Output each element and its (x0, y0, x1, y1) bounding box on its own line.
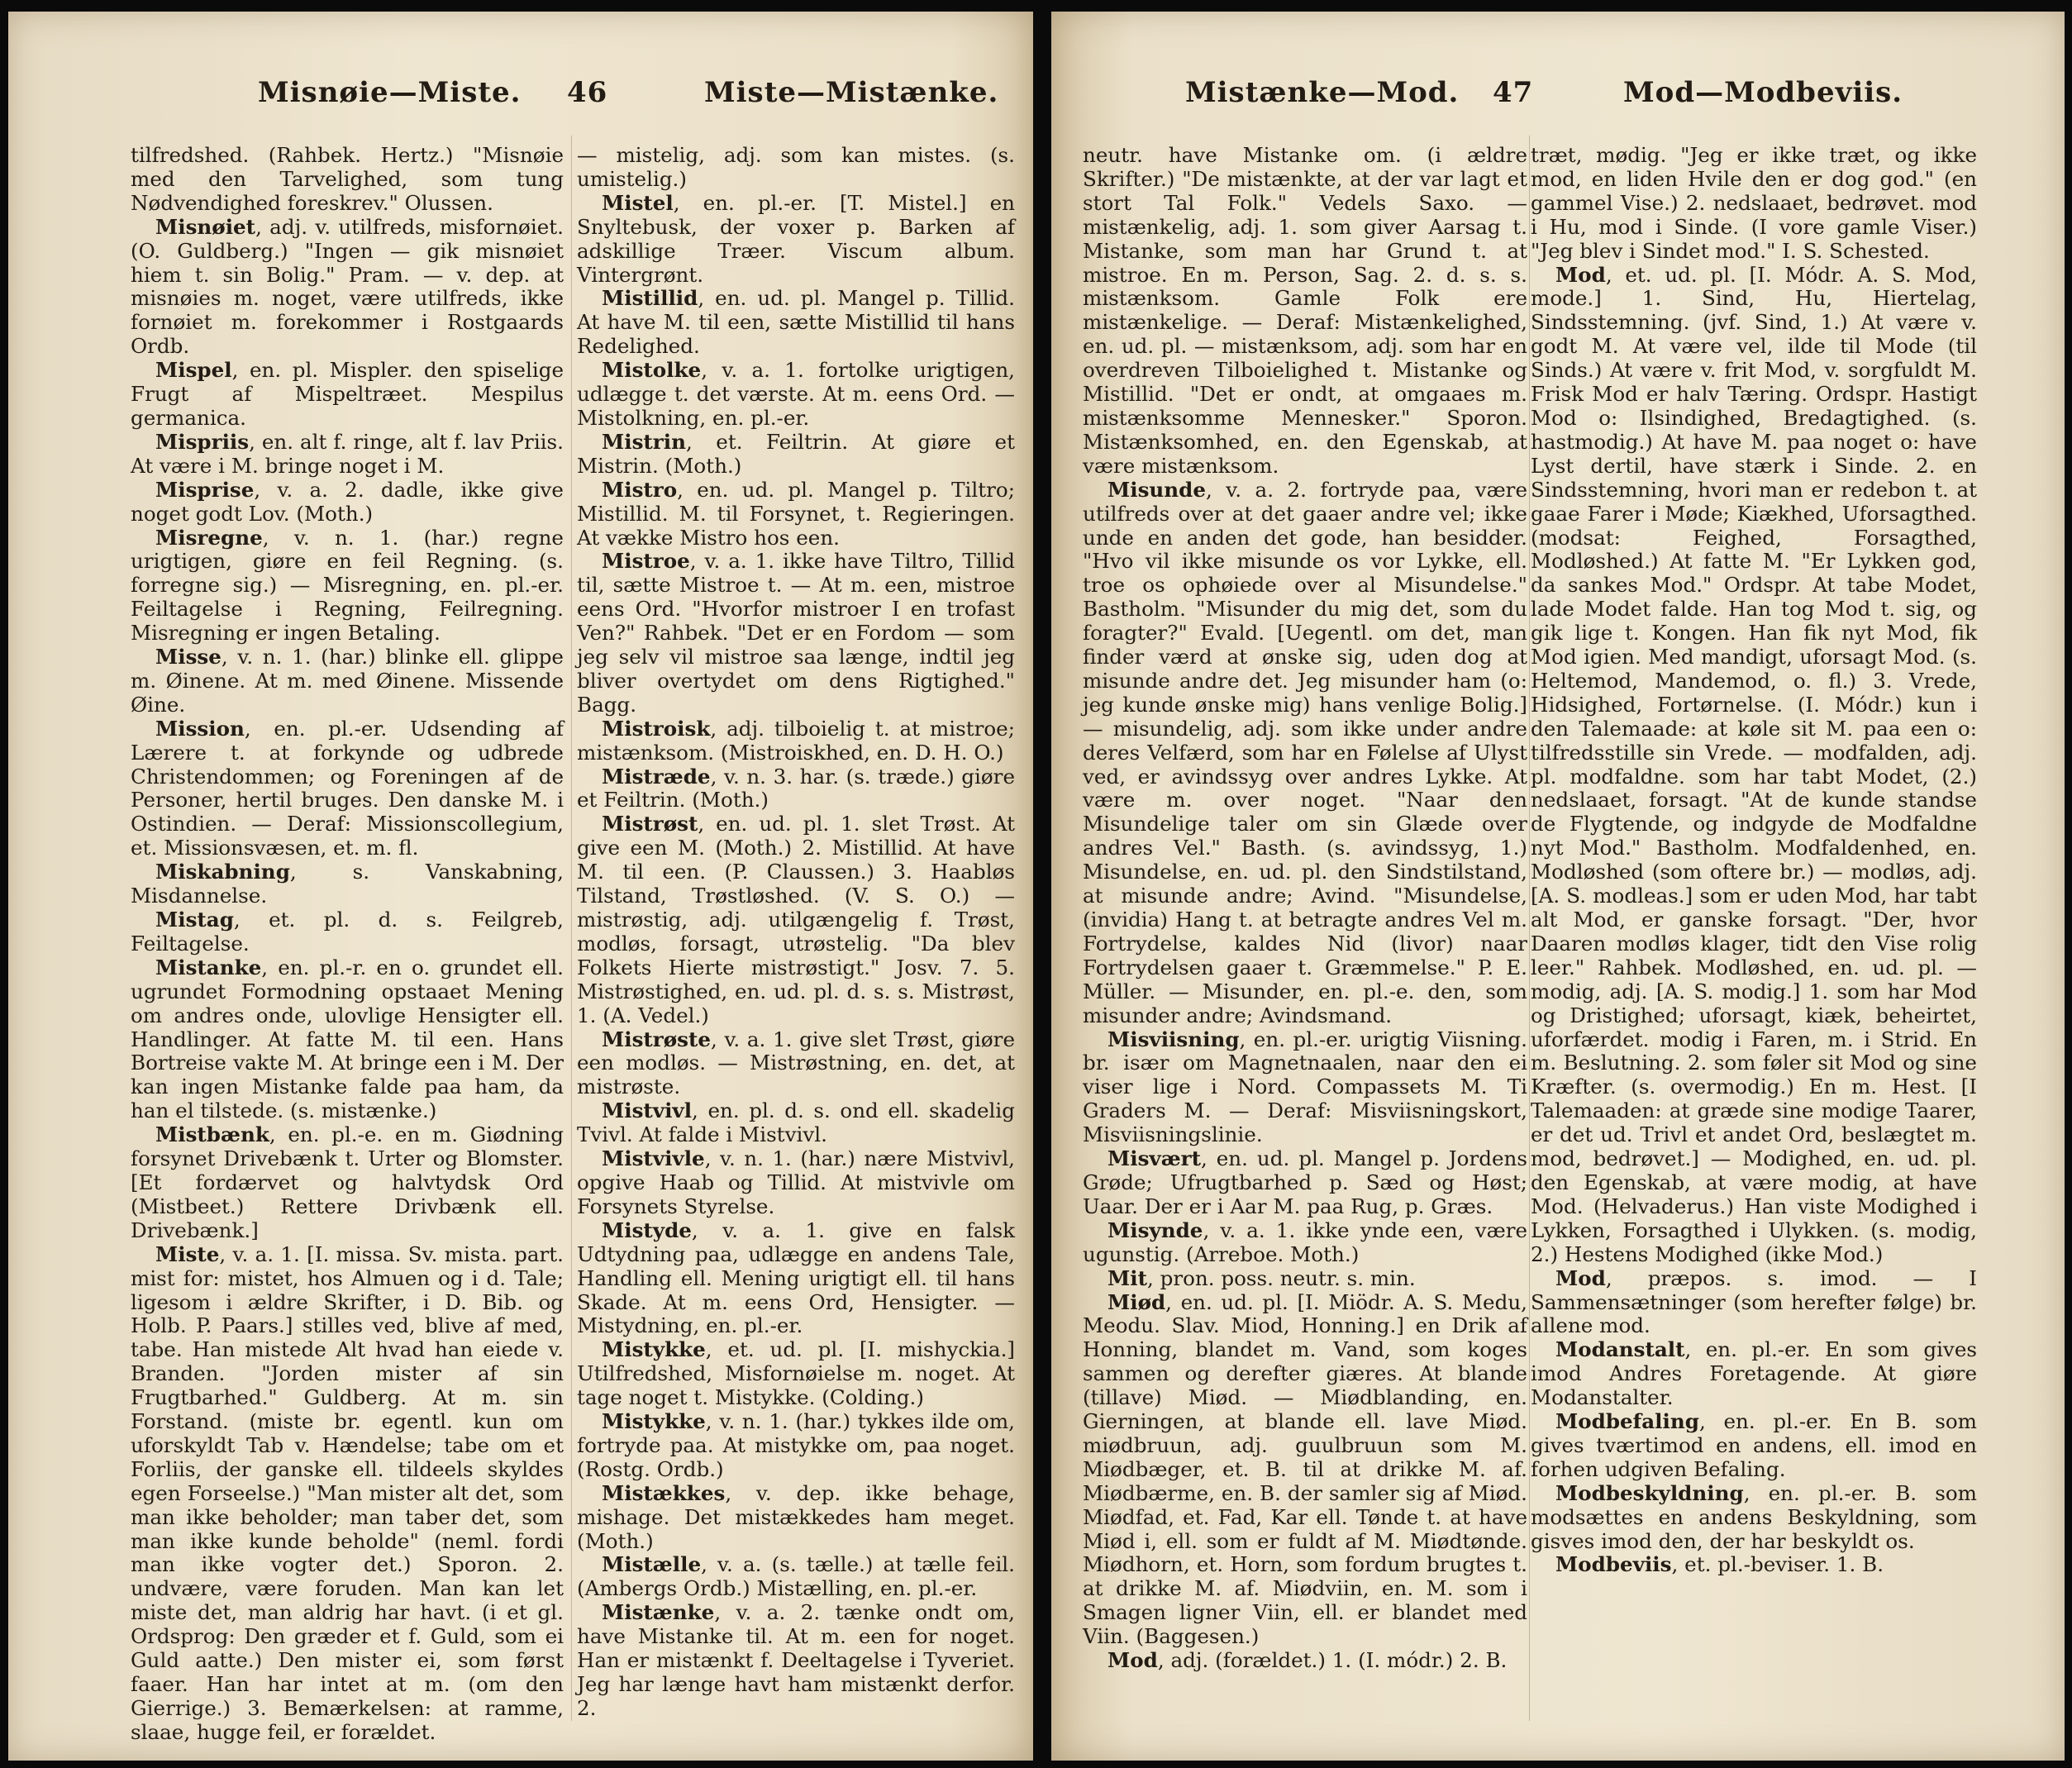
dictionary-entry: Mistag, et. pl. d. s. Feilgreb, Feiltagelse. (131, 908, 564, 955)
dictionary-entry: Mod, præpos. s. imod. — I Sammensætninger (som herefter følge) br. allene mod. (1531, 1265, 1977, 1338)
dictionary-entry: Misvært, en. ud. pl. Mangel p. Jordens Grøde; Ufrugtbarhed p. Sæd og Høst; Uaar. Der er i Aar M. paa Rug, p. Græs. (1083, 1146, 1527, 1218)
dictionary-entry: — mistelig, adj. som kan mistes. (s. umistelig.) (577, 143, 1015, 191)
dictionary-entry: Mistro, en. ud. pl. Mangel p. Tiltro; Mistillid. M. til Forsynet, t. Regieringen. At vække Mistro hos een. (577, 477, 1015, 550)
dictionary-entry: Miød, en. ud. pl. [I. Miödr. A. S. Medu, Meodu. Slav. Miod, Honning.] en Drik af Honning, blandet m. Vand, som koges sammen og derefter giæres. At blande (tillave) Miød. — Miødblanding, en. Gierningen, at blande ell. lave Miød. miødbruun, adj. guulbruun som M. Miødbæger, et. B. til at drikke M. af. Miødbærme, en. B. der samler sig af Miød. Miødfad, et. Fad, Kar ell. Tønde t. at have Miød i, ell. som er fuldt af M. Miødtønde. Miødhorn, et. Horn, som fordum brugtes t. at drikke M. af. Miødviin, en. M. som i Smagen ligner Viin, ell. er blandet med Viin. (Baggesen.) (1083, 1289, 1527, 1649)
dictionary-entry: Mistænke, v. a. 2. tænke ondt om, have Mistanke til. At m. een for noget. Han er mistænkt f. Deeltagelse i Tyveriet. Jeg har længe havt ham mistænkt derfor. 2. (577, 1600, 1015, 1720)
dictionary-entry: Mistækkes, v. dep. ikke behage, mishage. Det mistækkedes ham meget. (Moth.) (577, 1480, 1015, 1553)
column (577, 144, 1015, 1727)
dictionary-entry: Mod, adj. (forældet.) 1. (I. módr.) 2. B. (1107, 1648, 1508, 1673)
left-page (8, 12, 1033, 1761)
dictionary-entry: Misynde, v. a. 1. ikke ynde een, være ugunstig. (Arreboe. Moth.) (1083, 1218, 1527, 1266)
dictionary-entry: Mistanke, en. pl.-r. en o. grundet ell. ugrundet Formodning opstaaet Mening om andres onde, ulovlige Hensigter ell. Handlinger. At fatte M. til een. Hans Bortreise vakte M. At bringe een i M. Der kan ingen Mistanke falde paa ham, da han el tilstede. (s. mistænke.) (131, 955, 564, 1123)
dictionary-entry: Mit, pron. poss. neutr. s. min. (1107, 1265, 1416, 1290)
column (1531, 144, 1977, 1727)
column-rule (571, 136, 572, 1721)
dictionary-entry: Mispriis, en. alt f. ringe, alt f. lav Priis. At være i M. bringe noget i M. (131, 429, 564, 478)
dictionary-entry: Mistroe, v. a. 1. ikke have Tiltro, Tillid til, sætte Mistroe t. — At m. een, mistroe eens Ord. "Hvorfor mistroer I en trofast Ven?" Rahbek. "Det er en Fordom — som jeg selv vil mistroe saa længe, indtil jeg bliver overtydet om dens Rigtighed." Bagg. (577, 549, 1015, 717)
page-header (1051, 76, 2065, 126)
dictionary-entry: træt, mødig. "Jeg er ikke træt, og ikke mod, en liden Hvile den er dog god." (en gammel Vise.) 2. nedslaaet, bedrøvet. mod i Hu, mod i Sinde. (I vore gamle Viser.) "Jeg blev i Sindet mod." I. S. Schested. (1531, 143, 1977, 263)
right-page (1051, 12, 2065, 1761)
dictionary-entry: Misunde, v. a. 2. fortryde paa, være utilfreds over at det gaaer andre vel; ikke unde en anden det gode, han besidder. "Hvo vil ikke misunde os vor Lykke, ell. troe os ophøiede over al Misundelse." Bastholm. "Misunder du mig det, som du foragter?" Evald. [Uegentl. om det, man finder værd at ønske sig, uden dog at misunde andre det. Jeg misunder ham (o: jeg kunde ønske mig) hans venlige Bolig.] — misundelig, adj. som ikke under andre deres Velfærd, som har en Følelse af Ulyst ved, er avindssyg over andres Lykke. At være m. over noget. "Naar den Misundelige taler om sin Glæde over andres Vel." Basth. (s. avindssyg, 1.) Misundelse, en. ud. pl. den Sindstilstand, at misunde andre; Avind. "Misundelse, (invidia) Hang t. at betragte andres Vel m. Fortrydelse, kaldes Nid (livor) naar Fortrydelsen gaaer t. Græmmelse." P. E. Müller. — Misunder, en. pl.-e. den, som misunder andre; Avindsmand. (1083, 477, 1527, 1027)
dictionary-entry: Mistvivle, v. n. 1. (har.) nære Mistvivl, opgive Haab og Tillid. At mistvivle om Forsynets Styrelse. (577, 1146, 1015, 1218)
dictionary-entry: Mistykke, et. ud. pl. [I. mishyckia.] Utilfredshed, Misfornøielse m. noget. At tage noget t. Mistykke. (Colding.) (577, 1337, 1015, 1410)
dictionary-entry: Mod, et. ud. pl. [I. Módr. A. S. Mod, mode.] 1. Sind, Hu, Hiertelag, Sindsstemning. (jvf. Sind, 1.) At være v. godt M. At være vel, ilde til Mode (til Sinds.) At være v. frit Mod, v. sorgfuldt M. Frisk Mod er halv Tæring. Ordspr. Hastigt Mod o: Ilsindighed, Bredagtighed. (s. hastmodig.) At have M. paa noget o: have Lyst dertil, have stærk i Sinde. 2. en Sindsstemning, hvori man er redebon t. at gaae Farer i Møde; Kiækhed, Uforsagthed. (modsat: Feighed, Forsagthed, Modløshed.) At fatte M. "Er Lykken god, da sankes Mod." Ordspr. At tabe Modet, lade Modet falde. Han tog Mod t. sig, og gik lige t. Kongen. Han fik nyt Mod, fik Mod igien. Med mandigt, uforsagt Mod. (s. Heltemod, Mandemod, o. fl.) 3. Vrede, Hidsighed, Fortørnelse. (I. Módr.) kun i den Talemaade: at køle sit M. paa een o: tilfredsstille sin Vrede. — modfalden, adj. pl. modfaldne. som har tabt Modet, (2.) nedslaaet, forsagt. "At de kunde standse de Flygtende, og indgyde de Modfaldne nyt Mod." Bastholm. Modfaldenhed, en. Modløshed (som oftere br.) — modløs, adj. [A. S. modleas.] som er uden Mod, har tabt alt Mod, er ganske forsagt. "Der, hvor Daaren modløs klager, tidt den Vise rolig leer." Rahbek. Modløshed, en. ud. pl. — modig, adj. [A. S. modig.] 1. som har Mod og Dristighed; uforsagt, kiæk, beheirtet, uforfærdet. modig i Faren, m. i Strid. En m. Beslutning. 2. som føler sit Mod og sine Kræfter. (s. overmodig.) En m. Hest. [I Talemaaden: at græde sine modige Taarer, er det ud. Trivl et andet Ord, beslægtet m. mod, bedrøvet.] — Modighed, en. ud. pl. den Egenskab, at være modig, at have Mod. (Helvaderus.) Han viste Modighed i Lykken, Forsagthed i Ulykken. (s. modig, 2.) Hestens Modighed (ikke Mod.) (1531, 262, 1977, 1266)
dictionary-entry: Misregne, v. n. 1. (har.) regne urigtigen, giøre en feil Regning. (s. forregne sig.) — Misregning, en. pl.-er. Feiltagelse i Regning, Feilregning. Misregning er ingen Betaling. (131, 525, 564, 646)
running-head-left: Mistænke—Mod. (1185, 76, 1460, 109)
dictionary-entry: Modbeviis, et. pl.-beviser. 1. B. (1555, 1552, 1884, 1577)
dictionary-entry: Mistrin, et. Feiltrin. At giøre et Mistrin. (Moth.) (577, 429, 1015, 478)
dictionary-entry: Mistbænk, en. pl.-e. en m. Giødning forsynet Drivebænk t. Urter og Blomster. [Et fordærvet og halvtydsk Ord (Mistbeet.) Rettere Drivbænk ell. Drivebænk.] (131, 1122, 564, 1242)
dictionary-entry: Misviisning, en. pl.-er. urigtig Viisning. br. især om Magnetnaalen, naar den ei viser lige i Nord. Compassets M. Ti Graders M. — Deraf: Misviisningskort, Misviisningslinie. (1083, 1027, 1527, 1147)
dictionary-entry: Mistælle, v. a. (s. tælle.) at tælle feil. (Ambergs Ordb.) Mistælling, en. pl.-er. (577, 1552, 1015, 1601)
page-number: 46 (567, 76, 608, 109)
dictionary-entry: Mistyde, v. a. 1. give en falsk Udtydning paa, udlægge en andens Tale, Handling ell. Mening urigtigt ell. til hans Skade. At m. eens Ord, Hensigter. — Mistydning, en. pl.-er. (577, 1218, 1015, 1338)
dictionary-entry: Mistroisk, adj. tilboielig t. at mistroe; mistænksom. (Mistroiskhed, en. D. H. O.) (577, 716, 1015, 765)
dictionary-entry: Misprise, v. a. 2. dadle, ikke give noget godt Lov. (Moth.) (131, 477, 564, 526)
column-rule (1529, 136, 1530, 1721)
running-head-right: Mod—Modbeviis. (1623, 76, 1903, 109)
dictionary-entry: tilfredshed. (Rahbek. Hertz.) "Misnøie med den Tarvelighed, som tung Nødvendighed foreskrev." Olussen. (131, 143, 564, 215)
dictionary-entry: Mistrøst, en. ud. pl. 1. slet Trøst. At give een M. (Moth.) 2. Mistillid. At have M. til een. (P. Claussen.) 3. Haabløs Tilstand, Trøstløshed. (V. S. O.) — mistrøstig, adj. utilgængelig f. Trøst, modløs, forsagt, utrøstelig. "Da blev Folkets Hierte mistrøstigt." Josv. 7. 5. Mistrøstighed, en. ud. pl. d. s. s. Mistrøst, 1. (A. Vedel.) (577, 812, 1015, 1027)
dictionary-entry: Mistykke, v. n. 1. (har.) tykkes ilde om, fortryde paa. At mistykke om, paa noget. (Rostg. Ordb.) (577, 1409, 1015, 1481)
dictionary-entry: Mistvivl, en. pl. d. s. ond ell. skadelig Tvivl. At falde i Mistvivl. (577, 1098, 1015, 1147)
running-head-left: Misnøie—Miste. (258, 76, 522, 109)
dictionary-entry: Miste, v. a. 1. [I. missa. Sv. mista. part. mist for: mistet, hos Almuen og i d. Tale; ligesom i ældre Skrifter, i D. Bib. og Holb. P. Paars.] stilles ved, blive af med, tabe. Han mistede Alt hvad han eiede v. Branden. "Jorden mister af sin Frugtbarhed." Guldberg. At m. sin Forstand. (miste br. egentl. kun om uforskyldt Tab v. Hændelse; tabe om et Forliis, der ganske ell. tildeels skyldes egen Forseelse.) "Man mister alt det, som man ikke beholder; man taber det, som man ikke kunde beholde" (neml. fordi man ikke vogter det.) Sporon. 2. undvære, være foruden. Man kan let miste det, man aldrig har havt. (i et gl. Ordsprog: Den græder et f. Guld, som ei Guld aatte.) Den mister ei, som først faaer. Han har intet at m. (om den Gierrige.) 3. Bemærkelsen: at ramme, slaae, hugge feil, er forældet. (131, 1241, 564, 1744)
dictionary-entry: Modbefaling, en. pl.-er. En B. som gives tværtimod en andens, ell. imod en forhen udgiven Befaling. (1531, 1409, 1977, 1481)
dictionary-entry: Mistillid, en. ud. pl. Mangel p. Tillid. At have M. til een, sætte Mistillid til hans Redelighed. (577, 286, 1015, 359)
column (1083, 144, 1527, 1727)
dictionary-entry: Mispel, en. pl. Mispler. den spiselige Frugt af Mispeltræet. Mespilus germanica. (131, 358, 564, 430)
page-header (8, 76, 1033, 126)
dictionary-entry: Mistolke, v. a. 1. fortolke urigtigen, udlægge t. det værste. At m. eens Ord. — Mistolkning, en. pl.-er. (577, 358, 1015, 430)
dictionary-entry: Modbeskyldning, en. pl.-er. B. som modsættes en andens Beskyldning, som gisves imod den, der har beskyldt os. (1531, 1480, 1977, 1553)
dictionary-entry: Modanstalt, en. pl.-er. En som gives imod Andres Foretagende. At giøre Modanstalter. (1531, 1337, 1977, 1410)
dictionary-entry: Miskabning, s. Vanskabning, Misdannelse. (131, 860, 564, 908)
dictionary-entry: Mission, en. pl.-er. Udsending af Lærere t. at forkynde og udbrede Christendommen; og Foreningen af de Personer, hertil bruges. Den danske M. i Ostindien. — Deraf: Missionscollegium, et. Missionsvæsen, et. m. fl. (131, 716, 564, 860)
running-head-right: Miste—Mistænke. (704, 76, 999, 109)
dictionary-entry: Mistel, en. pl.-er. [T. Mistel.] en Snyltebusk, der voxer p. Barken af adskillige Træer. Viscum album. Vintergrønt. (577, 190, 1015, 287)
page-number: 47 (1493, 76, 1534, 109)
dictionary-entry: Misse, v. n. 1. (har.) blinke ell. glippe m. Øinene. At m. med Øinene. Missende Øine. (131, 645, 564, 717)
dictionary-entry: Misnøiet, adj. v. utilfreds, misfornøiet. (O. Guldberg.) "Ingen — gik misnøiet hiem t. sin Bolig." Pram. — v. dep. at misnøies m. noget, være utilfreds, ikke fornøiet m. forekommer i Rostgaards Ordb. (131, 214, 564, 359)
dictionary-entry: Mistræde, v. n. 3. har. (s. træde.) giøre et Feiltrin. (Moth.) (577, 764, 1015, 813)
column (131, 143, 564, 1744)
dictionary-entry: neutr. have Mistanke om. (i ældre Skrifter.) "De mistænkte, at der var lagt et stort Tal Folk." Vedels Saxo. — mistænkelig, adj. 1. som giver Aarsag t. Mistanke, som man har Grund t. at mistroe. En m. Person, Sag. 2. d. s. s. mistænksom. Gamle Folk ere mistænkelige. — Deraf: Mistænkelighed, en. ud. pl. — mistænksom, adj. som har en overdreven Tilboielighed t. Mistanke og Mistillid. "Det er ondt, at omgaaes m. mistænksomme Mennesker." Sporon. Mistænksomhed, en. den Egenskab, at være mistænksom. (1083, 143, 1527, 478)
dictionary-entry: Mistrøste, v. a. 1. give slet Trøst, giøre een modløs. — Mistrøstning, en. det, at mistrøste. (577, 1027, 1015, 1099)
